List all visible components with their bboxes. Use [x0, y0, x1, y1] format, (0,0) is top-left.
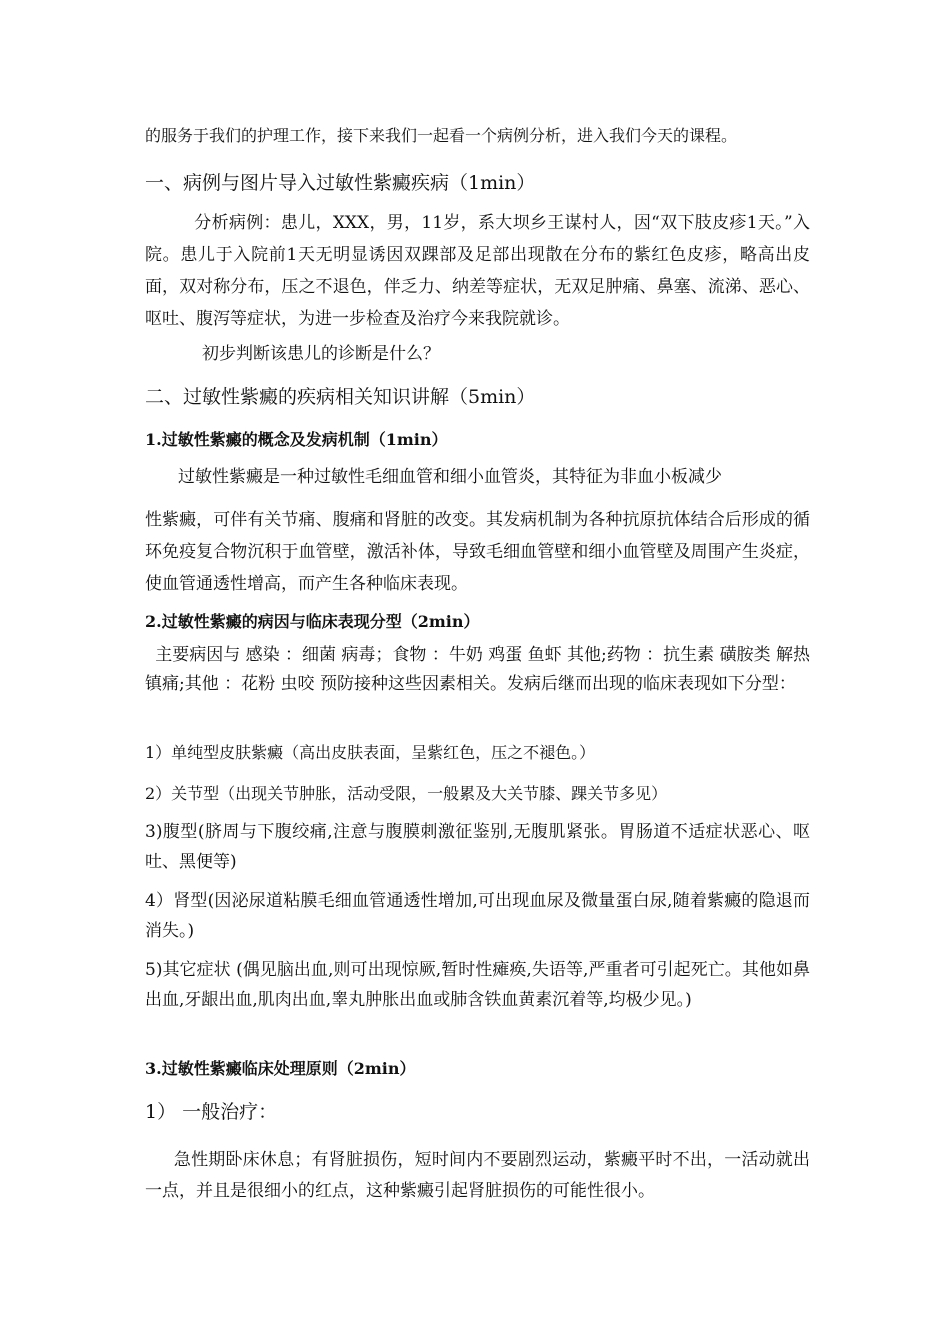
diagnosis-question: 初步判断该患儿的诊断是什么？ — [202, 344, 440, 364]
type-item: 5)其它症状 (偶见脑出血,则可出现惊厥,暂时性瘫痪,失语等,严重者可引起死亡。其他如鼻出血,牙龈出血,肌肉出血,睾丸肿胀出血或肺含铁血黄素沉着等,均极少见。) — [145, 960, 810, 1010]
concept-first-line: 过敏性紫癜是一种过敏性毛细血管和细小血管炎，其特征为非血小板减少 — [178, 467, 722, 487]
sub1-heading: 1.过敏性紫癜的概念及发病机制（1min） — [145, 430, 448, 449]
sub2-heading: 2.过敏性紫癜的病因与临床表现分型（2min） — [145, 612, 480, 631]
general-treatment-heading: 1） 一般治疗： — [145, 1101, 278, 1123]
case-paragraph: 分析病例：患儿，XXX，男，11岁，系大坝乡王谋村人，因“双下肢皮疹1天。”入院。患儿于入院前1天无明显诱因双踝部及足部出现散在分布的紫红色皮疹，略高出皮面，双对称分布，压之不退色，伴乏力、纳差等症状，无双足肿痛、鼻塞、流涕、恶心、呕吐、腹泻等症状，为进一步检查及治疗今来我院就诊。 — [145, 213, 810, 329]
type-item: 2）关节型（出现关节肿胀，活动受限，一般累及大关节膝、踝关节多见） — [145, 784, 668, 803]
mechanism-paragraph: 性紫癜，可伴有关节痛、腹痛和肾脏的改变。其发病机制为各种抗原抗体结合后形成的循环免疫复合物沉积于血管壁，激活补体，导致毛细血管壁和细小血管壁及周围产生炎症，使血管通透性增高，而产生各种临床表现。 — [145, 510, 810, 594]
intro-line: 的服务于我们的护理工作，接下来我们一起看一个病例分析，进入我们今天的课程。 — [145, 126, 738, 145]
section2-heading: 二、过敏性紫癜的疾病相关知识讲解（5min） — [145, 386, 536, 408]
type-item: 4）肾型(因泌尿道粘膜毛细血管通透性增加,可出现血尿及微量蛋白尿,随着紫癜的隐退而消失。) — [145, 891, 810, 941]
sub3-heading: 3.过敏性紫癜临床处理原则（2min） — [145, 1059, 416, 1078]
section1-heading: 一、病例与图片导入过敏性紫癜疾病（1min） — [145, 172, 536, 194]
causes-paragraph: 主要病因与 感染 ：细菌 病毒；食物 ：牛奶 鸡蛋 鱼虾 其他;药物 ：抗生素 磺胺类 解热镇痛;其他 ：花粉 虫咬 预防接种这些因素相关。发病后继而出现的临床表现如下分型： — [145, 645, 810, 694]
type-item: 1）单纯型皮肤紫癜（高出皮肤表面，呈紫红色，压之不褪色。） — [145, 743, 596, 762]
type-item: 3)腹型(脐周与下腹绞痛,注意与腹膜刺激征鉴别,无腹肌紧张。胃肠道不适症状恶心、呕吐、黑便等) — [145, 822, 810, 872]
general-treatment-paragraph: 急性期卧床休息；有肾脏损伤，短时间内不要剧烈运动，紫癜平时不出，一活动就出一点，并且是很细小的红点，这种紫癜引起肾脏损伤的可能性很小。 — [145, 1150, 810, 1201]
